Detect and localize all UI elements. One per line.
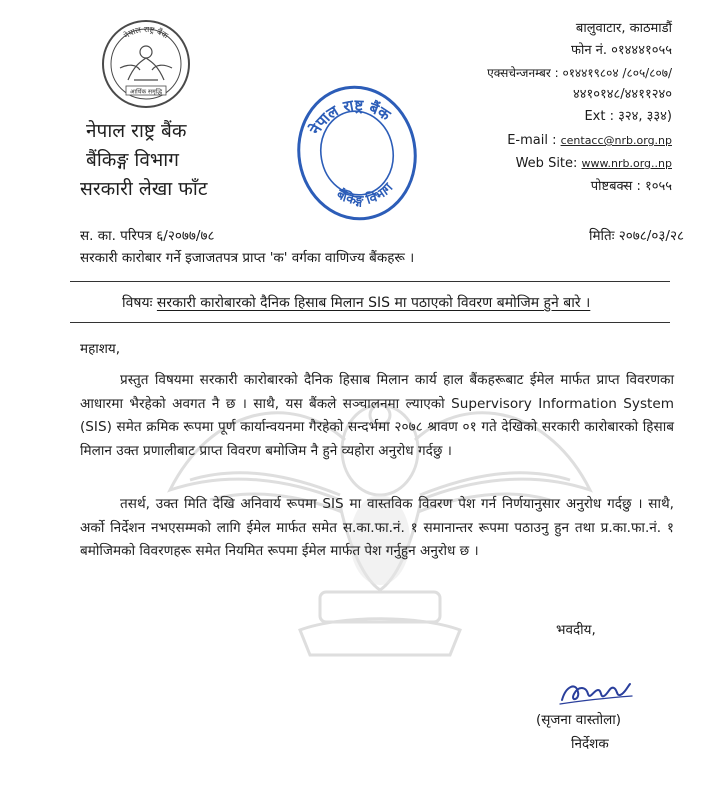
website-label: Web Site: [515,156,582,171]
contact-address: बालुवाटार, काठमाडौं [575,21,672,36]
nrb-logo [100,18,192,110]
svg-text:नेपाल राष्ट्र बैंक [122,25,170,41]
handwritten-signature [556,676,636,710]
signatory-name: (सृजना वास्तोला) [536,712,622,728]
contact-ext: Ext : ३२४, ३३४) [584,109,672,124]
contact-pobox: पोष्टबक्स : १०५५ [590,179,672,194]
contact-exchange-2: ४४१०१४८/४४११२४० [572,87,672,102]
stamp-top-text: नेपाल राष्ट्र बैंक [306,96,394,138]
email-link[interactable]: centacc@nrb.org.np [560,134,672,147]
contact-website [342,155,672,173]
email-label: E-mail : [507,133,561,148]
circular-number: स. का. परिपत्र ६/२०७७/७८ [80,228,215,244]
section-name: सरकारी लेखा फाँट [80,178,208,200]
letter-date: मितिः २०७८/०३/२८ [588,228,684,244]
subject-line [122,293,682,313]
subject-label: विषयः [122,295,153,311]
salutation: महाशय, [80,341,121,357]
contact-phone: फोन नं. ०१४४४१०५५ [570,43,672,58]
signatory-designation: निर्देशक [571,736,609,752]
department-name: बैंकिङ्ग विभाग [86,149,179,171]
logo-arc-text: नेपाल राष्ट्र बैंक [122,24,170,41]
org-name: नेपाल राष्ट्र बैंक [86,120,187,142]
stamp-bottom-text: बैंकिङ्ग विभाग [333,180,397,209]
subject-text: सरकारी कारोबारको दैनिक हिसाब मिलान SIS मा पठाएको विवरण बमोजिम हुने बारे । [156,295,591,311]
logo-ribbon-text: आर्थिक समृद्धि [129,88,163,96]
body-paragraph-2: तसर्थ, उक्त मिति देखि अनिवार्य रूपमा SIS मा वास्तविक विवरण पेश गर्न निर्णयानुसार अनुरोध गर्दछु । साथै, अर्को निर्देशन नभएसम्मको लागि ईमेल मार्फत समेत स.का.फा.नं. १ समानान्तर रूपमा पठाउनु हुन तथा प्र.का.फा.नं. १ बमोजिमको विवरणहरू समेत नियमित रूपमा ईमेल मार्फत पेश गर्नुहुन अनुरोध छ । [80,496,674,559]
website-link[interactable]: www.nrb.org..np [581,157,672,170]
closing-regards: भवदीय, [556,622,596,638]
subject-rule-top [70,281,670,282]
contact-exchange-1: एक्सचेन्जनम्बर : ०१४४१९८०४ /८०५/८०७/ [487,66,672,80]
recipients: सरकारी कारोबार गर्ने इजाजतपत्र प्राप्त 'क' वर्गका वाणिज्य बैंकहरू । [80,250,415,266]
contact-email [342,132,672,150]
body-paragraph-1: प्रस्तुत विषयमा सरकारी कारोबारको दैनिक हिसाब मिलान कार्य हाल बैंकहरूबाट ईमेल मार्फत प्राप्त विवरणका आधारमा भैरहेको अवगत नै छ । साथै, यस बैंकले सञ्चालनमा ल्याएको Supervisory Information System (SIS) समेत क्रमिक रूपमा पूर्ण कार्यान्वयनमा गैरहेको सन्दर्भमा २०७८ श्रावण ०१ गते देखिको सरकारी कारोबारको हिसाब मिलान उक्त प्रणालीबाट प्राप्त विवरण बमोजिम नै हुने व्यहोरा अनुरोध गर्दछु । [80,372,674,459]
subject-rule-bottom [70,322,670,323]
